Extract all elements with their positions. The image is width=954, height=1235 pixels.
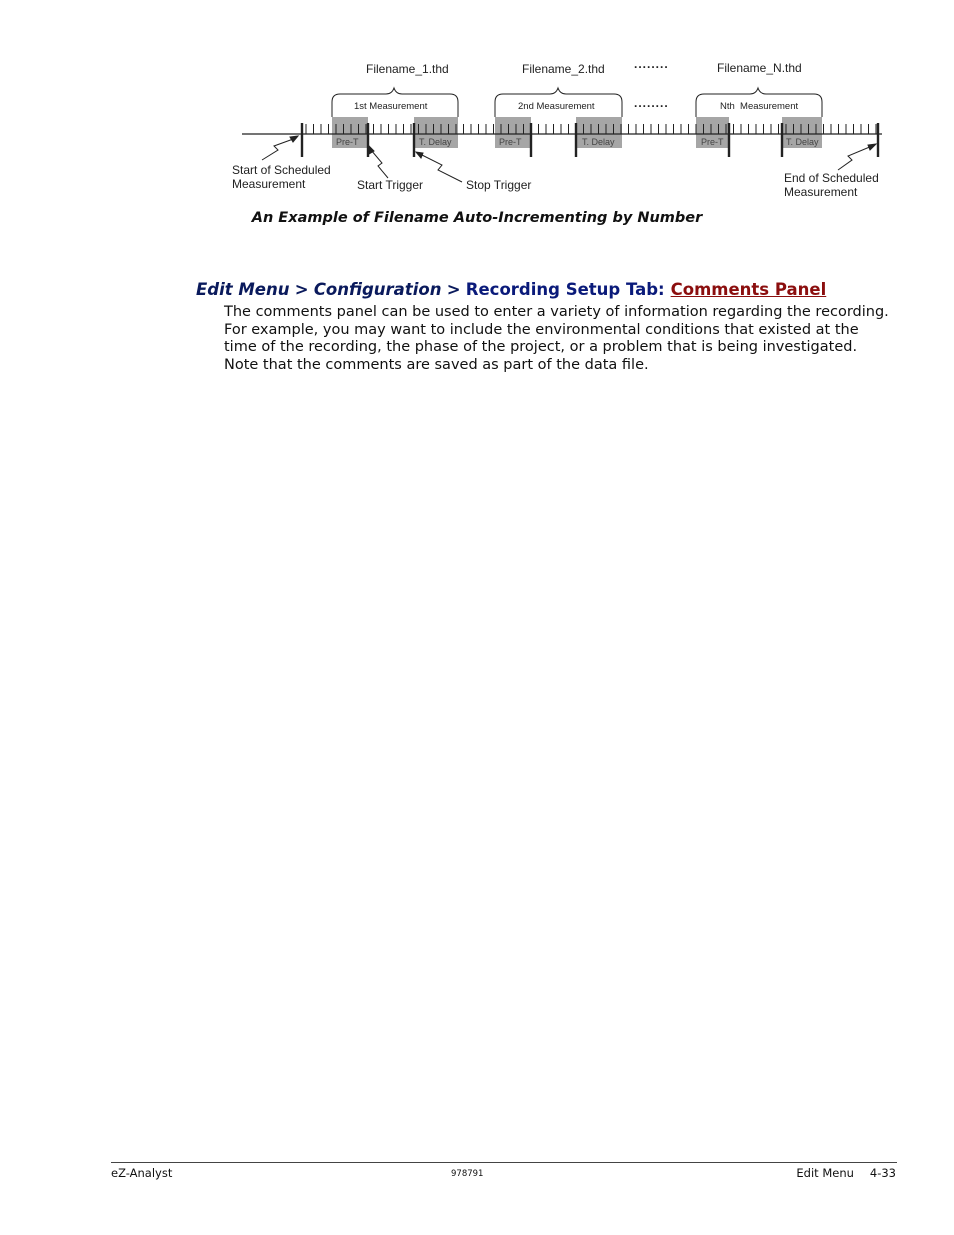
filename-n-label: Filename_N.thd (717, 61, 802, 75)
comments-panel-link[interactable]: Comments Panel (670, 280, 827, 299)
ellipsis-middle: ........ (634, 96, 669, 110)
filename-2-label: Filename_2.thd (522, 62, 605, 76)
filename-1-label: Filename_1.thd (366, 62, 449, 76)
footer-doc-number: 978791 (451, 1169, 484, 1179)
start-scheduled-label-line1: Start of Scheduled (232, 163, 331, 177)
stop-trigger-label: Stop Trigger (466, 178, 532, 192)
measurement-2-label: 2nd Measurement (518, 101, 595, 112)
filename-auto-increment-diagram (0, 0, 954, 205)
measurement-n-label: Nth Measurement (720, 101, 799, 112)
end-scheduled-label-line1: End of Scheduled (784, 171, 879, 185)
breadcrumb-edit-menu: Edit Menu (196, 280, 290, 299)
pre-t-label-1: Pre-T (336, 137, 359, 147)
end-scheduled-label-line2: Measurement (784, 185, 858, 199)
section-heading (196, 280, 826, 299)
breadcrumb-recording-setup-tab: Recording Setup Tab: (465, 280, 665, 299)
footer-page-number: 4-33 (869, 1166, 896, 1180)
ellipsis-top: ........ (634, 57, 669, 71)
footer-divider (111, 1162, 897, 1163)
pre-t-label-n: Pre-T (701, 137, 724, 147)
figure-caption: An Example of Filename Auto-Incrementing by Number (251, 210, 703, 226)
breadcrumb-separator: > (446, 280, 461, 299)
t-delay-label-n: T. Delay (786, 137, 819, 147)
breadcrumb-separator: > (294, 280, 309, 299)
breadcrumb-configuration: Configuration (313, 280, 442, 299)
t-delay-label-2: T. Delay (582, 137, 615, 147)
footer-chapter: Edit Menu (796, 1166, 854, 1180)
footer-product: eZ-Analyst (111, 1166, 173, 1180)
comments-panel-description: The comments panel can be used to enter a variety of information regarding the recording. For example, you may want to include the environmental conditions that existed at the time of the recording, the phase of the project, or a problem that is being investigated. Note that the comments are saved as part of the data file. (224, 304, 889, 373)
start-scheduled-label-line2: Measurement (232, 177, 306, 191)
footer-page-info (796, 1166, 896, 1180)
pre-t-label-2: Pre-T (499, 137, 522, 147)
measurement-1-label: 1st Measurement (354, 101, 428, 112)
t-delay-label-1: T. Delay (419, 137, 452, 147)
start-trigger-label: Start Trigger (357, 178, 424, 192)
